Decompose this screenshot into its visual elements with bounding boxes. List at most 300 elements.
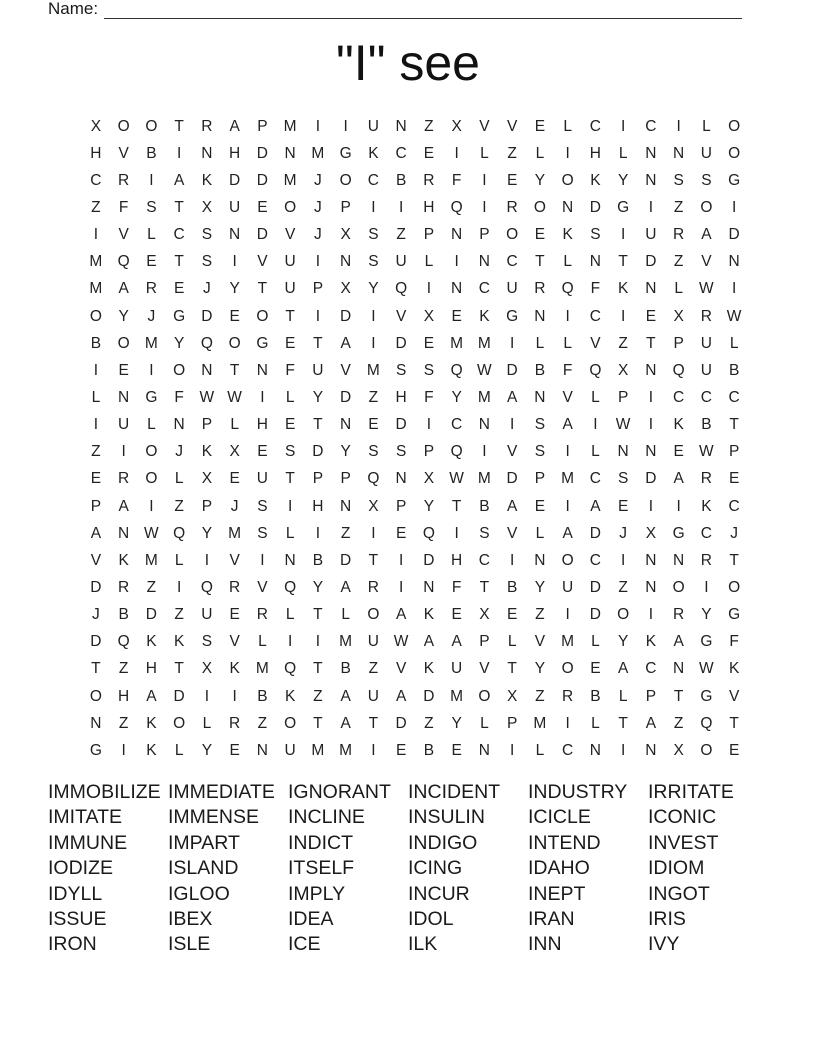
grid-letter: M	[311, 144, 325, 162]
grid-letter: K	[368, 144, 379, 162]
grid-letter: X	[423, 470, 435, 488]
grid-letter: V	[506, 443, 518, 461]
grid-letter: L	[91, 388, 101, 406]
grid-letter: I	[509, 416, 515, 434]
grid-letter: X	[229, 443, 240, 461]
grid-letter: B	[534, 361, 546, 379]
grid-letter: O	[700, 198, 713, 216]
grid-letter: S	[534, 443, 546, 461]
grid-letter: N	[423, 578, 435, 596]
grid-letter: I	[371, 334, 376, 352]
grid-letter: D	[90, 578, 102, 596]
grid-letter: Z	[673, 198, 684, 216]
grid-letter: I	[343, 117, 348, 135]
grid-letter: N	[256, 741, 268, 759]
grid-letter: V	[257, 578, 268, 596]
grid-letter: R	[367, 578, 379, 596]
grid-letter: H	[451, 551, 463, 569]
grid-letter: M	[311, 741, 325, 759]
grid-letter: J	[147, 307, 156, 325]
grid-letter: A	[340, 714, 351, 732]
grid-letter: S	[395, 443, 407, 461]
grid-letter: Y	[340, 443, 351, 461]
grid-letter: E	[284, 416, 296, 434]
grid-letter: I	[398, 198, 404, 216]
grid-letter: T	[368, 714, 379, 732]
grid-letter: K	[146, 714, 157, 732]
grid-letter: M	[561, 633, 575, 651]
grid-letter: N	[617, 443, 629, 461]
grid-letter: A	[229, 117, 240, 135]
grid-letter: C	[367, 171, 379, 189]
grid-letter: A	[340, 334, 351, 352]
word-list-item: INN	[528, 933, 562, 956]
grid-letter: N	[395, 117, 407, 135]
grid-letter: L	[480, 144, 489, 162]
grid-row	[82, 683, 748, 710]
word-list-item: IMMEDIATE	[168, 781, 275, 803]
grid-letter: Q	[284, 578, 297, 596]
grid-letter: U	[367, 633, 379, 651]
grid-letter: N	[534, 551, 546, 569]
grid-letter: U	[284, 741, 296, 759]
grid-letter: M	[533, 714, 547, 732]
grid-letter: Q	[395, 280, 408, 298]
word-list-item: ICING	[408, 857, 463, 880]
grid-letter: I	[620, 741, 626, 759]
grid-letter: A	[395, 687, 407, 705]
word-list-item: IMITATE	[48, 806, 123, 829]
grid-letter: M	[255, 660, 269, 678]
grid-letter: N	[201, 144, 213, 162]
grid-letter: L	[729, 334, 739, 352]
grid-letter: P	[728, 443, 740, 461]
grid-letter: A	[617, 660, 629, 678]
grid-row	[82, 140, 748, 167]
grid-letter: W	[477, 361, 492, 379]
grid-letter: C	[645, 660, 657, 678]
grid-letter: Y	[312, 388, 324, 406]
grid-letter: R	[118, 578, 130, 596]
grid-letter: C	[700, 524, 712, 542]
word-list-item: IDAHO	[528, 857, 590, 880]
grid-letter: N	[395, 470, 407, 488]
grid-letter: K	[673, 416, 684, 434]
grid-letter: U	[506, 280, 518, 298]
grid-letter: I	[565, 443, 570, 461]
grid-letter: S	[673, 171, 684, 189]
grid-letter: Q	[422, 524, 435, 542]
grid-letter: L	[618, 144, 628, 162]
grid-row	[82, 303, 748, 330]
grid-letter: Y	[423, 497, 435, 515]
grid-letter: W	[699, 280, 714, 298]
grid-letter: Z	[424, 714, 434, 732]
grid-letter: J	[730, 524, 738, 542]
word-list	[48, 780, 768, 958]
grid-letter: M	[228, 524, 242, 542]
grid-letter: I	[593, 416, 598, 434]
word-list-item: IDEA	[288, 908, 334, 931]
grid-letter: I	[648, 198, 654, 216]
grid-letter: D	[340, 388, 352, 406]
grid-letter: R	[145, 280, 157, 298]
grid-letter: D	[201, 307, 213, 325]
grid-letter: C	[478, 551, 490, 569]
grid-letter: N	[201, 361, 213, 379]
grid-letter: Y	[617, 171, 629, 189]
grid-letter: I	[509, 334, 515, 352]
grid-letter: E	[90, 470, 102, 488]
grid-letter: E	[728, 741, 740, 759]
grid-letter: V	[590, 334, 601, 352]
grid-letter: T	[313, 606, 323, 624]
grid-row	[82, 737, 748, 764]
grid-letter: W	[144, 524, 159, 542]
grid-letter: V	[479, 660, 490, 678]
grid-letter: L	[563, 253, 572, 271]
grid-letter: V	[506, 524, 518, 542]
grid-letter: O	[89, 307, 102, 325]
grid-letter: F	[451, 578, 462, 596]
grid-letter: X	[201, 660, 213, 678]
grid-letter: E	[229, 741, 240, 759]
word-list-item: IODIZE	[48, 857, 114, 880]
grid-letter: S	[590, 226, 601, 244]
grid-letter: S	[368, 443, 379, 461]
grid-letter: N	[173, 416, 185, 434]
word-list-item: ICE	[288, 933, 321, 956]
grid-row	[82, 493, 748, 520]
grid-letter: B	[423, 741, 435, 759]
grid-letter: N	[284, 551, 296, 569]
grid-letter: Z	[257, 714, 268, 732]
grid-letter: C	[506, 253, 518, 271]
grid-letter: Z	[368, 388, 379, 406]
grid-letter: I	[426, 416, 432, 434]
grid-letter: E	[257, 198, 268, 216]
grid-letter: Z	[313, 687, 323, 705]
grid-row	[82, 656, 748, 683]
grid-letter: T	[174, 117, 184, 135]
grid-letter: I	[648, 388, 654, 406]
word-list-item: IMMENSE	[168, 806, 260, 829]
grid-letter: U	[451, 660, 463, 678]
grid-letter: A	[173, 171, 185, 189]
grid-letter: U	[395, 253, 407, 271]
grid-letter: X	[673, 307, 684, 325]
grid-letter: Q	[561, 280, 574, 298]
grid-letter: B	[728, 361, 740, 379]
grid-letter: D	[645, 470, 657, 488]
grid-letter: Y	[201, 524, 213, 542]
grid-letter: T	[285, 307, 295, 325]
grid-letter: D	[423, 551, 435, 569]
word-list-item: IGLOO	[168, 882, 230, 905]
grid-letter: C	[173, 226, 185, 244]
grid-letter: O	[284, 714, 297, 732]
grid-letter: B	[312, 551, 324, 569]
grid-letter: D	[728, 226, 740, 244]
grid-letter: Y	[312, 578, 324, 596]
grid-letter: L	[202, 714, 212, 732]
grid-letter: Q	[450, 361, 463, 379]
grid-letter: C	[645, 117, 657, 135]
grid-letter: H	[395, 388, 407, 406]
grid-letter: P	[257, 117, 268, 135]
grid-letter: W	[726, 307, 742, 325]
grid-letter: Z	[368, 660, 379, 678]
grid-letter: G	[506, 307, 519, 325]
grid-letter: M	[89, 280, 103, 298]
grid-letter: K	[562, 226, 573, 244]
grid-letter: R	[562, 687, 574, 705]
grid-letter: I	[676, 497, 681, 515]
grid-letter: D	[312, 443, 324, 461]
grid-letter: C	[673, 388, 685, 406]
grid-letter: E	[451, 307, 462, 325]
grid-letter: Z	[535, 687, 545, 705]
grid-letter: A	[340, 578, 351, 596]
word-list-item: INEPT	[528, 882, 586, 905]
grid-letter: K	[479, 307, 490, 325]
grid-letter: T	[618, 253, 628, 271]
grid-letter: Q	[589, 361, 602, 379]
grid-letter: L	[230, 416, 239, 434]
grid-letter: O	[89, 687, 102, 705]
grid-letter: W	[449, 470, 464, 488]
grid-row	[82, 194, 748, 221]
grid-letter: K	[423, 606, 435, 624]
grid-letter: Q	[173, 524, 186, 542]
grid-letter: N	[340, 497, 352, 515]
grid-letter: L	[174, 551, 184, 569]
grid-letter: I	[315, 633, 321, 651]
grid-row	[82, 602, 748, 629]
grid-letter: B	[395, 171, 407, 189]
grid-letter: O	[117, 117, 130, 135]
grid-letter: T	[313, 714, 323, 732]
grid-row	[82, 330, 748, 357]
grid-letter: A	[701, 226, 712, 244]
grid-letter: X	[423, 307, 435, 325]
grid-letter: Z	[618, 578, 628, 596]
name-field-row	[48, 0, 742, 19]
grid-letter: R	[534, 280, 546, 298]
grid-letter: E	[451, 606, 462, 624]
grid-letter: R	[506, 198, 518, 216]
grid-letter: T	[174, 253, 184, 271]
grid-letter: Z	[146, 578, 157, 596]
grid-letter: Z	[673, 714, 684, 732]
grid-letter: S	[201, 633, 213, 651]
grid-letter: N	[478, 416, 490, 434]
word-list-item: IRRITATE	[648, 781, 734, 803]
grid-letter: L	[702, 117, 711, 135]
grid-letter: V	[506, 117, 518, 135]
grid-letter: M	[477, 334, 491, 352]
grid-letter: F	[729, 633, 739, 651]
grid-letter: Q	[117, 253, 130, 271]
grid-letter: V	[479, 117, 490, 135]
grid-letter: K	[701, 497, 712, 515]
grid-letter: I	[482, 198, 487, 216]
grid-letter: D	[229, 171, 241, 189]
grid-letter: Z	[618, 334, 628, 352]
grid-letter: O	[728, 117, 741, 135]
grid-letter: D	[645, 253, 657, 271]
grid-letter: Y	[118, 307, 129, 325]
grid-letter: P	[340, 470, 351, 488]
grid-letter: D	[395, 416, 407, 434]
grid-letter: D	[589, 606, 601, 624]
grid-letter: I	[315, 253, 321, 271]
grid-letter: U	[284, 253, 296, 271]
grid-letter: L	[424, 253, 434, 271]
grid-letter: P	[534, 470, 546, 488]
grid-letter: S	[201, 226, 213, 244]
grid-letter: P	[395, 497, 407, 515]
grid-letter: C	[589, 117, 601, 135]
grid-letter: T	[673, 687, 684, 705]
grid-letter: A	[562, 524, 573, 542]
grid-letter: Y	[201, 741, 213, 759]
grid-letter: K	[229, 660, 240, 678]
grid-letter: C	[589, 551, 601, 569]
grid-letter: Z	[535, 606, 545, 624]
word-list-item: INDIGO	[408, 831, 478, 854]
grid-letter: H	[256, 416, 268, 434]
grid-letter: D	[256, 226, 268, 244]
grid-letter: I	[232, 253, 237, 271]
grid-letter: M	[89, 253, 103, 271]
grid-letter: Q	[450, 443, 463, 461]
grid-letter: P	[479, 633, 490, 651]
word-list-item: INCLINE	[288, 806, 365, 829]
grid-letter: K	[201, 171, 213, 189]
grid-letter: Z	[118, 660, 129, 678]
grid-letter: I	[204, 687, 210, 705]
grid-letter: X	[201, 198, 213, 216]
grid-letter: L	[285, 606, 295, 624]
grid-row	[82, 357, 748, 384]
grid-letter: O	[256, 307, 269, 325]
grid-letter: R	[700, 470, 712, 488]
grid-letter: D	[589, 524, 601, 542]
grid-letter: L	[563, 117, 572, 135]
grid-letter: P	[201, 497, 213, 515]
grid-letter: K	[146, 741, 157, 759]
grid-letter: I	[176, 578, 182, 596]
grid-letter: V	[118, 226, 129, 244]
grid-letter: S	[257, 497, 268, 515]
grid-letter: D	[256, 144, 268, 162]
grid-letter: W	[699, 660, 714, 678]
grid-letter: D	[340, 307, 352, 325]
grid-letter: I	[676, 117, 681, 135]
grid-letter: P	[479, 226, 490, 244]
word-list-item: ITSELF	[288, 857, 355, 880]
grid-letter: N	[728, 253, 740, 271]
grid-letter: P	[312, 470, 324, 488]
grid-letter: O	[561, 660, 574, 678]
grid-letter: O	[145, 443, 158, 461]
grid-letter: L	[563, 334, 572, 352]
grid-letter: Q	[284, 660, 297, 678]
grid-letter: J	[203, 280, 211, 298]
grid-letter: E	[506, 171, 518, 189]
grid-letter: D	[145, 606, 157, 624]
grid-letter: F	[285, 361, 295, 379]
grid-letter: I	[482, 443, 487, 461]
grid-letter: E	[118, 361, 129, 379]
grid-letter: I	[454, 524, 459, 542]
grid-letter: R	[229, 578, 241, 596]
grid-letter: K	[617, 280, 629, 298]
grid-letter: Z	[340, 524, 351, 542]
grid-letter: E	[534, 226, 546, 244]
grid-letter: N	[645, 280, 657, 298]
grid-letter: N	[118, 524, 130, 542]
grid-letter: A	[423, 633, 435, 651]
grid-letter: C	[90, 171, 102, 189]
grid-letter: L	[535, 144, 545, 162]
grid-letter: R	[700, 307, 712, 325]
word-list-item: IBEX	[168, 908, 213, 931]
grid-letter: Y	[451, 388, 462, 406]
grid-letter: N	[229, 226, 241, 244]
grid-letter: E	[395, 524, 407, 542]
grid-letter: R	[673, 226, 685, 244]
grid-letter: C	[478, 280, 490, 298]
word-list-item: INSULIN	[408, 806, 485, 829]
grid-letter: E	[395, 741, 407, 759]
grid-letter: E	[229, 470, 240, 488]
grid-letter: I	[398, 578, 404, 596]
grid-letter: V	[118, 144, 129, 162]
grid-letter: U	[700, 361, 712, 379]
grid-letter: O	[700, 741, 713, 759]
grid-letter: C	[451, 416, 463, 434]
grid-letter: I	[509, 741, 515, 759]
grid-letter: V	[284, 226, 296, 244]
grid-letter: U	[367, 687, 379, 705]
grid-letter: L	[147, 226, 156, 244]
word-list-item: ILK	[408, 933, 438, 956]
grid-letter: L	[480, 714, 489, 732]
grid-letter: H	[312, 497, 324, 515]
grid-letter: O	[533, 198, 546, 216]
grid-letter: Y	[534, 171, 546, 189]
word-list-item: IRON	[48, 933, 97, 956]
grid-letter: D	[506, 361, 518, 379]
grid-letter: T	[313, 660, 323, 678]
grid-letter: E	[257, 443, 268, 461]
grid-letter: F	[590, 280, 601, 298]
grid-letter: N	[256, 361, 268, 379]
grid-letter: E	[423, 334, 435, 352]
grid-letter: O	[672, 578, 685, 596]
grid-row	[82, 222, 748, 249]
word-list-item: IRAN	[528, 908, 575, 931]
grid-letter: A	[395, 606, 407, 624]
grid-letter: E	[728, 470, 740, 488]
grid-letter: C	[589, 470, 601, 488]
grid-letter: N	[118, 388, 130, 406]
word-list-item: ISLAND	[168, 857, 239, 880]
grid-letter: P	[645, 687, 657, 705]
grid-letter: Q	[450, 198, 463, 216]
